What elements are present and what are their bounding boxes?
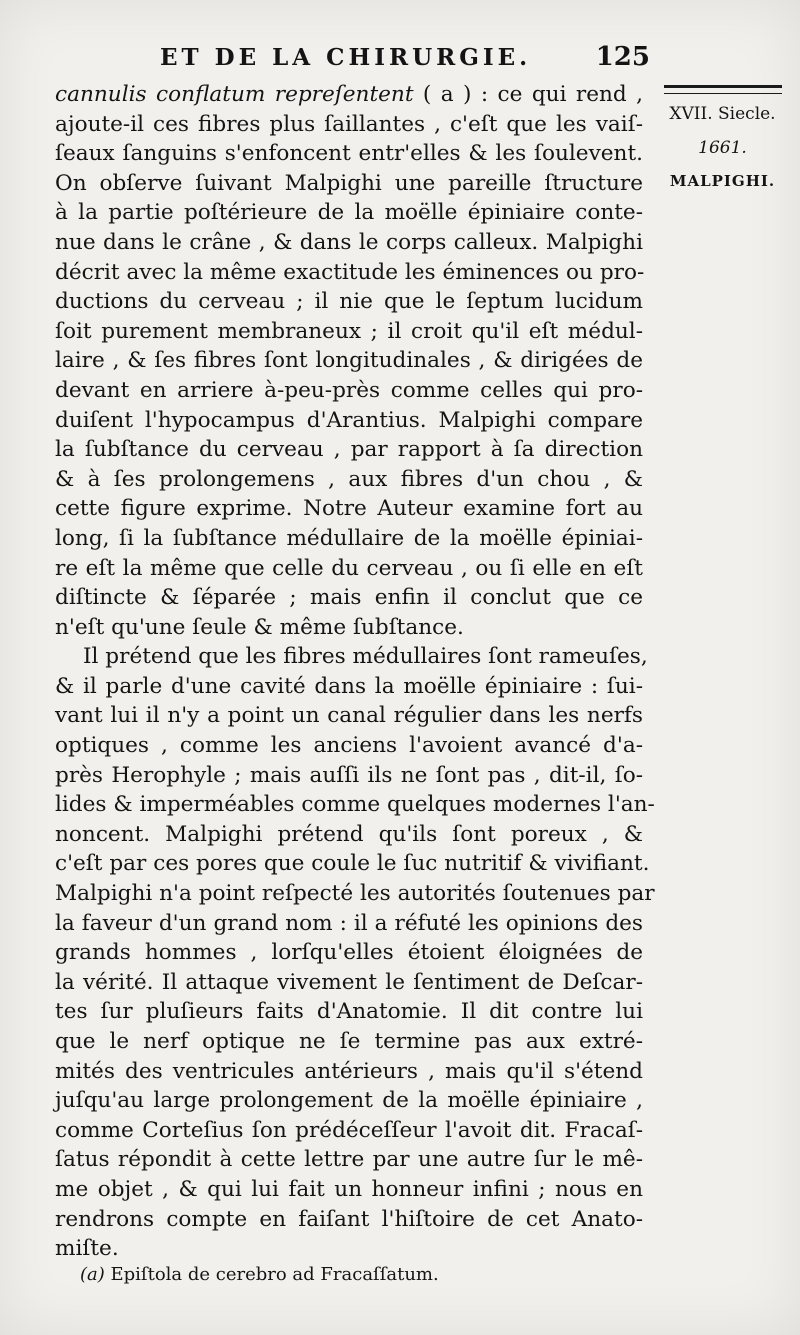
text-line: à la partie poſtérieure de la moëlle épiniaire conte- — [55, 200, 643, 226]
text-line: c'eſt par ces pores que coule le ſuc nutritif & vivifiant. — [55, 851, 650, 877]
text-line: la faveur d'un grand nom : il a réfuté les opinions des — [55, 910, 643, 936]
text-line: mités des ventricules antérieurs , mais qu'il s'étend — [55, 1058, 643, 1084]
text-line: me objet , & qui lui fait un honneur infini ; nous en — [55, 1176, 643, 1202]
margin-rule — [664, 85, 782, 94]
text-line: ductions du cerveau ; il nie que le ſeptum lucidum — [55, 289, 643, 315]
text-line: laire , & ſes fibres ſont longitudinales , & dirigées de — [55, 348, 643, 374]
text-line: comme Corteſius ſon prédéceſſeur l'avoit dit. Fracaſ- — [55, 1117, 643, 1143]
text-line: ſatus répondit à cette lettre par une autre ſur le mê- — [55, 1147, 643, 1173]
text-line: rendrons compte en faiſant l'hiſtoire de cet Anato- — [55, 1206, 643, 1232]
text-line: re eſt la même que celle du cerveau , ou ſi elle en eſt — [55, 555, 643, 581]
text-line: Il prétend que les fibres médullaires ſont rameuſes, — [83, 644, 648, 670]
text-line: long, ſi la ſubſtance médullaire de la moëlle épiniai- — [55, 525, 643, 551]
margin-notes — [650, 85, 795, 190]
text-line: optiques , comme les anciens l'avoient avancé d'a- — [55, 733, 643, 759]
text-line: ajoute-il ces fibres plus ſaillantes , c'eſt que les vaiſ- — [55, 111, 643, 137]
text-line: près Herophyle ; mais auſſi ils ne ſont pas , dit-il, ſo- — [55, 762, 643, 788]
text-line: grands hommes , lorſqu'elles étoient éloignées de — [55, 940, 643, 966]
footnote-text: Epiſtola de cerebro ad Fracaſſatum. — [104, 1264, 439, 1285]
margin-name: MALPIGHI. — [669, 172, 776, 190]
running-title: ET DE LA CHIRURGIE. — [160, 44, 532, 71]
page-number: 125 — [595, 42, 650, 72]
text-line-rest: ( a ) : ce qui rend , — [413, 82, 643, 107]
footnote — [80, 1264, 640, 1285]
text-line: Malpighi n'a point reſpecté les autorités ſoutenues par — [55, 881, 655, 907]
text-line: la vérité. Il attaque vivement le ſentiment de Deſcar- — [55, 969, 643, 995]
latin-quote: cannulis conflatum repreſentent — [55, 82, 414, 107]
text-line: nue dans le crâne , & dans le corps calleux. Malpighi — [55, 229, 643, 255]
text-line — [55, 80, 643, 110]
body-text — [55, 80, 655, 1264]
page-header — [120, 40, 650, 76]
text-line: miſte. — [55, 1236, 119, 1262]
footnote-marker: (a) — [80, 1264, 105, 1285]
margin-century: XVII. Siecle. — [669, 104, 776, 124]
text-line: & il parle d'une cavité dans la moëlle épiniaire : ſui- — [55, 673, 643, 699]
text-line: ſoit purement membraneux ; il croit qu'il eſt médul- — [55, 318, 643, 344]
text-line: duiſent l'hypocampus d'Arantius. Malpighi compare — [55, 407, 643, 433]
text-line: que le nerf optique ne ſe termine pas aux extré- — [55, 1029, 643, 1054]
text-line: décrit avec la même exactitude les éminences ou pro- — [55, 259, 645, 285]
text-line: vant lui il n'y a point un canal régulier dans les nerfs — [55, 703, 643, 729]
text-line: juſqu'au large prolongement de la moëlle épiniaire , — [55, 1088, 643, 1114]
text-line: n'eſt qu'une ſeule & même ſubſtance. — [55, 614, 464, 640]
margin-year: 1661. — [698, 138, 747, 158]
text-line: la ſubſtance du cerveau , par rapport à ſa direction — [55, 437, 643, 463]
text-line: devant en arriere à-peu-près comme celles qui pro- — [55, 377, 643, 403]
paragraph-1 — [55, 80, 643, 642]
text-line: cette figure exprime. Notre Auteur examine fort au — [55, 496, 643, 522]
text-line: On obſerve ſuivant Malpighi une pareille ſtructure — [55, 170, 643, 196]
text-line: tes ſur pluſieurs faits d'Anatomie. Il dit contre lui — [55, 999, 643, 1025]
text-line: diſtincte & ſéparée ; mais enfin il conclut que ce — [55, 585, 643, 611]
text-line: ſeaux ſanguins s'enfoncent entr'elles & les ſoulevent. — [55, 141, 643, 167]
text-line: & à ſes prolongemens , aux fibres d'un chou , & — [55, 466, 643, 492]
paragraph-2 — [55, 642, 655, 1263]
text-line: noncent. Malpighi prétend qu'ils ſont poreux , & — [55, 821, 643, 847]
text-line: lides & imperméables comme quelques modernes l'an- — [55, 792, 655, 818]
